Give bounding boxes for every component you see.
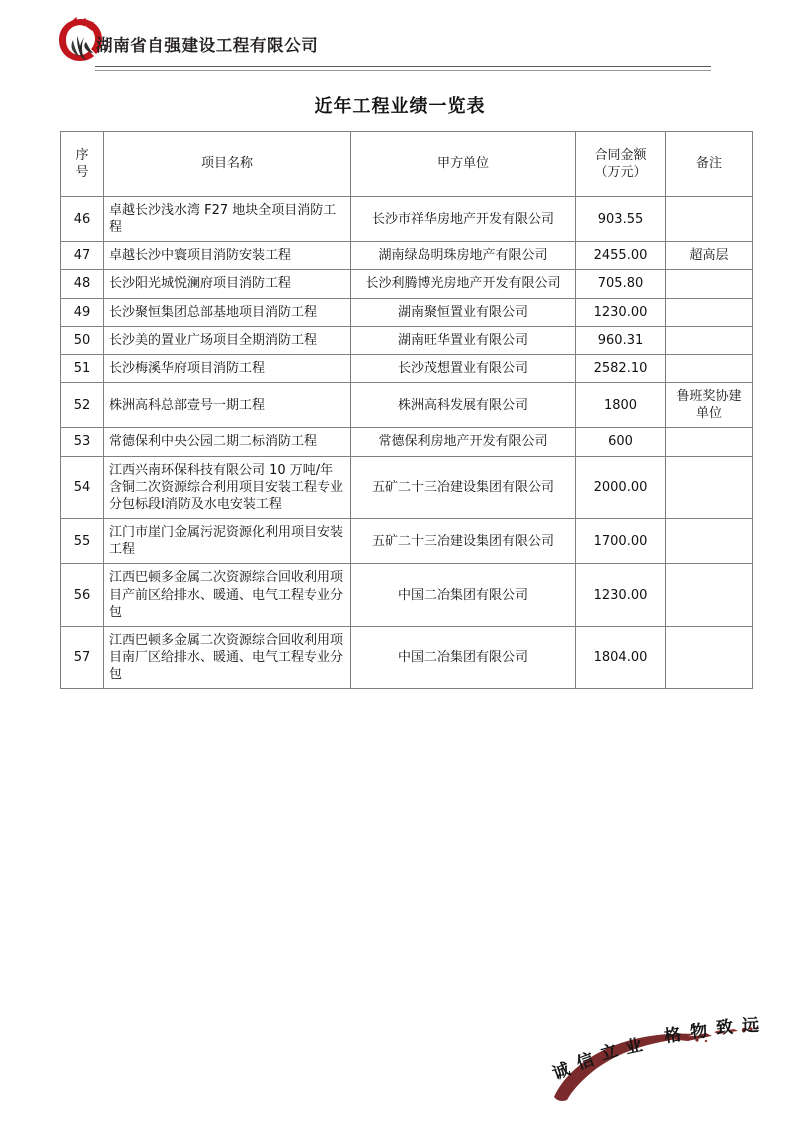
column-header-no: [61, 132, 104, 197]
cell-client-unit: 长沙市祥华房地产开发有限公司: [351, 197, 576, 242]
table-row: [61, 626, 753, 688]
cell-project-name: 常德保利中央公园二期二标消防工程: [104, 428, 351, 456]
cell-contract-amount: 1700.00: [576, 519, 666, 564]
cell-client-unit: 湖南聚恒置业有限公司: [351, 298, 576, 326]
performance-table-container: [60, 131, 752, 689]
cell-client-unit: 湖南旺华置业有限公司: [351, 326, 576, 354]
cell-contract-amount: 903.55: [576, 197, 666, 242]
brush-swoosh-icon: [548, 1005, 778, 1105]
cell-remark: [666, 270, 753, 298]
cell-project-name: 长沙聚恒集团总部基地项目消防工程: [104, 298, 351, 326]
cell-contract-amount: 960.31: [576, 326, 666, 354]
cell-remark: [666, 626, 753, 688]
cell-project-name: 江西兴南环保科技有限公司 10 万吨/年含铜二次资源综合利用项目安装工程专业分包标段Ⅰ消防及水电安装工程: [104, 456, 351, 518]
cell-contract-amount: 2455.00: [576, 242, 666, 270]
cell-contract-amount: 1230.00: [576, 298, 666, 326]
cell-no: 56: [61, 564, 104, 626]
column-header-no-line1: 序: [75, 147, 89, 163]
column-header-contract-amount: [576, 132, 666, 197]
column-header-client-unit: 甲方单位: [351, 132, 576, 197]
cell-project-name: 江门市崖门金属污泥资源化利用项目安装工程: [104, 519, 351, 564]
cell-no: 46: [61, 197, 104, 242]
slogan-char-4: 业: [623, 1035, 645, 1059]
cell-client-unit: 长沙利腾博光房地产开发有限公司: [351, 270, 576, 298]
cell-project-name: 长沙美的置业广场项目全期消防工程: [104, 326, 351, 354]
cell-client-unit: 五矿二十三冶建设集团有限公司: [351, 456, 576, 518]
letterhead: [0, 0, 800, 72]
slogan-char-3: 立: [598, 1040, 621, 1065]
company-name: 湖南省自强建设工程有限公司: [96, 36, 319, 55]
cell-project-name: 江西巴顿多金属二次资源综合回收利用项目南厂区给排水、暖通、电气工程专业分包: [104, 626, 351, 688]
cell-client-unit: 中国二冶集团有限公司: [351, 564, 576, 626]
cell-client-unit: 湖南绿岛明珠房地产有限公司: [351, 242, 576, 270]
table-body: [61, 197, 753, 689]
cell-client-unit: 常德保利房地产开发有限公司: [351, 428, 576, 456]
cell-client-unit: 株洲高科发展有限公司: [351, 383, 576, 428]
slogan-char-2: 信: [573, 1049, 597, 1075]
column-header-remark: 备注: [666, 132, 753, 197]
cell-project-name: 株洲高科总部壹号一期工程: [104, 383, 351, 428]
cell-client-unit: 长沙茂想置业有限公司: [351, 354, 576, 382]
table-row: [61, 519, 753, 564]
cell-contract-amount: 600: [576, 428, 666, 456]
table-row: [61, 326, 753, 354]
cell-client-unit: 中国二冶集团有限公司: [351, 626, 576, 688]
slogan-char-6: 物: [689, 1021, 709, 1043]
cell-remark: [666, 326, 753, 354]
table-row: [61, 456, 753, 518]
table-row: [61, 354, 753, 382]
cell-remark: [666, 428, 753, 456]
table-row: [61, 197, 753, 242]
letterhead-rule-thin: [95, 70, 711, 71]
cell-client-unit: 五矿二十三冶建设集团有限公司: [351, 519, 576, 564]
cell-no: 47: [61, 242, 104, 270]
cell-no: 48: [61, 270, 104, 298]
table-row: [61, 428, 753, 456]
column-header-amount-line2: （万元）: [594, 165, 647, 180]
column-header-amount-line1: 合同金额: [594, 147, 647, 163]
letterhead-rule: [95, 66, 711, 67]
cell-remark: 鲁班奖协建单位: [666, 383, 753, 428]
slogan-char-7: 致: [715, 1017, 734, 1039]
table-row: [61, 242, 753, 270]
cell-contract-amount: 1800: [576, 383, 666, 428]
column-header-project-name: 项目名称: [104, 132, 351, 197]
cell-no: 54: [61, 456, 104, 518]
cell-contract-amount: 2000.00: [576, 456, 666, 518]
cell-no: 57: [61, 626, 104, 688]
page-title: 近年工程业绩一览表: [314, 96, 486, 117]
cell-project-name: 卓越长沙浅水湾 F27 地块全项目消防工程: [104, 197, 351, 242]
cell-remark: [666, 456, 753, 518]
cell-no: 52: [61, 383, 104, 428]
table-row: [61, 564, 753, 626]
cell-no: 51: [61, 354, 104, 382]
table-row: [61, 270, 753, 298]
table-header-row: [61, 132, 753, 197]
slogan-char-8: 远: [741, 1015, 760, 1037]
table-row: [61, 383, 753, 428]
cell-remark: 超高层: [666, 242, 753, 270]
cell-no: 50: [61, 326, 104, 354]
cell-remark: [666, 519, 753, 564]
cell-remark: [666, 298, 753, 326]
slogan-watermark: [548, 1005, 778, 1105]
cell-project-name: 江西巴顿多金属二次资源综合回收利用项目产前区给排水、暖通、电气工程专业分包: [104, 564, 351, 626]
column-header-no-line2: 号: [75, 165, 89, 180]
table-row: [61, 298, 753, 326]
cell-contract-amount: 705.80: [576, 270, 666, 298]
performance-table: [60, 131, 753, 689]
cell-contract-amount: 1230.00: [576, 564, 666, 626]
cell-contract-amount: 1804.00: [576, 626, 666, 688]
cell-project-name: 长沙梅溪华府项目消防工程: [104, 354, 351, 382]
cell-no: 55: [61, 519, 104, 564]
cell-project-name: 长沙阳光城悦澜府项目消防工程: [104, 270, 351, 298]
cell-no: 53: [61, 428, 104, 456]
cell-remark: [666, 197, 753, 242]
cell-remark: [666, 354, 753, 382]
slogan-char-5: 格: [663, 1024, 683, 1048]
slogan-char-1: 诚: [549, 1059, 574, 1085]
cell-remark: [666, 564, 753, 626]
cell-contract-amount: 2582.10: [576, 354, 666, 382]
cell-project-name: 卓越长沙中寰项目消防安装工程: [104, 242, 351, 270]
cell-no: 49: [61, 298, 104, 326]
